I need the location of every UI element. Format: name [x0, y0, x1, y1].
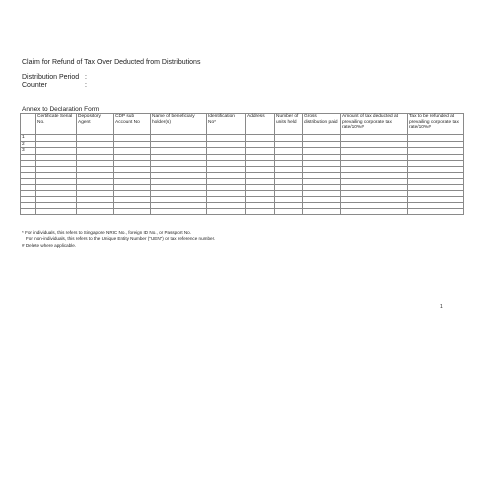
table-cell [275, 148, 303, 155]
table-cell [303, 141, 341, 148]
distribution-period-field [22, 74, 87, 81]
header-cdp-sub-account-no: CDP sub Account No [114, 114, 151, 135]
table-cell [151, 208, 207, 214]
table-cell [114, 208, 151, 214]
table-cell [275, 141, 303, 148]
row-number-cell: 3 [21, 148, 36, 155]
footnote-non-individuals: For non-individuals, this refers to the Unique Entity Number ("UEN") or tax reference number. [26, 236, 216, 242]
footnotes [22, 230, 215, 249]
table-cell [303, 135, 341, 142]
header-certificate-serial-no: Certificate Serial No. [36, 114, 77, 135]
annex-title: Annex to Declaration Form [22, 106, 100, 113]
table-cell [151, 148, 207, 155]
header-row-number [21, 114, 36, 135]
counter-field [22, 82, 87, 89]
table-cell [207, 148, 246, 155]
table-cell [36, 208, 77, 214]
header-gross-distribution: Gross distribution paid [303, 114, 341, 135]
table-cell [303, 148, 341, 155]
table-cell [114, 148, 151, 155]
header-tax-deducted: Amount of tax deducted at prevailing corporate tax rate/10%# [341, 114, 408, 135]
table-cell [77, 208, 114, 214]
header-depository-agent: Depository Agent [77, 114, 114, 135]
table-cell [151, 141, 207, 148]
footnote-individuals: * For individuals, this refers to Singapore NRIC No., foreign ID No., or Passport No. [22, 230, 192, 235]
table-row [21, 135, 464, 142]
table-cell [341, 141, 408, 148]
row-number-cell [21, 208, 36, 214]
table-cell [408, 208, 464, 214]
table-cell [303, 208, 341, 214]
table-cell [246, 208, 275, 214]
table-cell [207, 208, 246, 214]
row-number-cell: 1 [21, 135, 36, 142]
annex-table-body [21, 135, 464, 215]
table-header-row [21, 114, 464, 135]
table-cell [207, 135, 246, 142]
header-tax-refunded: Tax to be refunded at prevailing corporate tax rate/10%# [408, 114, 464, 135]
table-cell [36, 141, 77, 148]
counter-label: Counter [22, 82, 47, 89]
table-cell [36, 135, 77, 142]
table-cell [151, 135, 207, 142]
footnote-delete: # Delete where applicable. [22, 242, 77, 248]
table-cell [408, 141, 464, 148]
table-cell [341, 148, 408, 155]
header-units-held: Number of units held [275, 114, 303, 135]
table-cell [77, 148, 114, 155]
document-title: Claim for Refund of Tax Over Deducted from Distributions [22, 59, 201, 66]
table-cell [408, 135, 464, 142]
table-cell [341, 208, 408, 214]
table-cell [77, 141, 114, 148]
header-beneficiary-holder: Name of beneficiary holder(s) [151, 114, 207, 135]
header-identification-no: Identification No* [207, 114, 246, 135]
distribution-period-separator: : [85, 74, 87, 81]
table-cell [246, 148, 275, 155]
header-address: Address [246, 114, 275, 135]
table-row [21, 148, 464, 155]
distribution-period-label: Distribution Period [22, 74, 80, 81]
table-row [21, 208, 464, 214]
page-number: 1 [440, 304, 443, 310]
counter-separator: : [85, 82, 87, 89]
table-cell [341, 135, 408, 142]
table-cell [246, 135, 275, 142]
table-row [21, 141, 464, 148]
table-cell [275, 135, 303, 142]
table-cell [114, 135, 151, 142]
table-cell [275, 208, 303, 214]
table-cell [77, 135, 114, 142]
table-cell [207, 141, 246, 148]
table-cell [114, 141, 151, 148]
table-cell [246, 141, 275, 148]
table-cell [408, 148, 464, 155]
table-cell [36, 148, 77, 155]
annex-table [20, 113, 464, 215]
row-number-cell: 2 [21, 141, 36, 148]
